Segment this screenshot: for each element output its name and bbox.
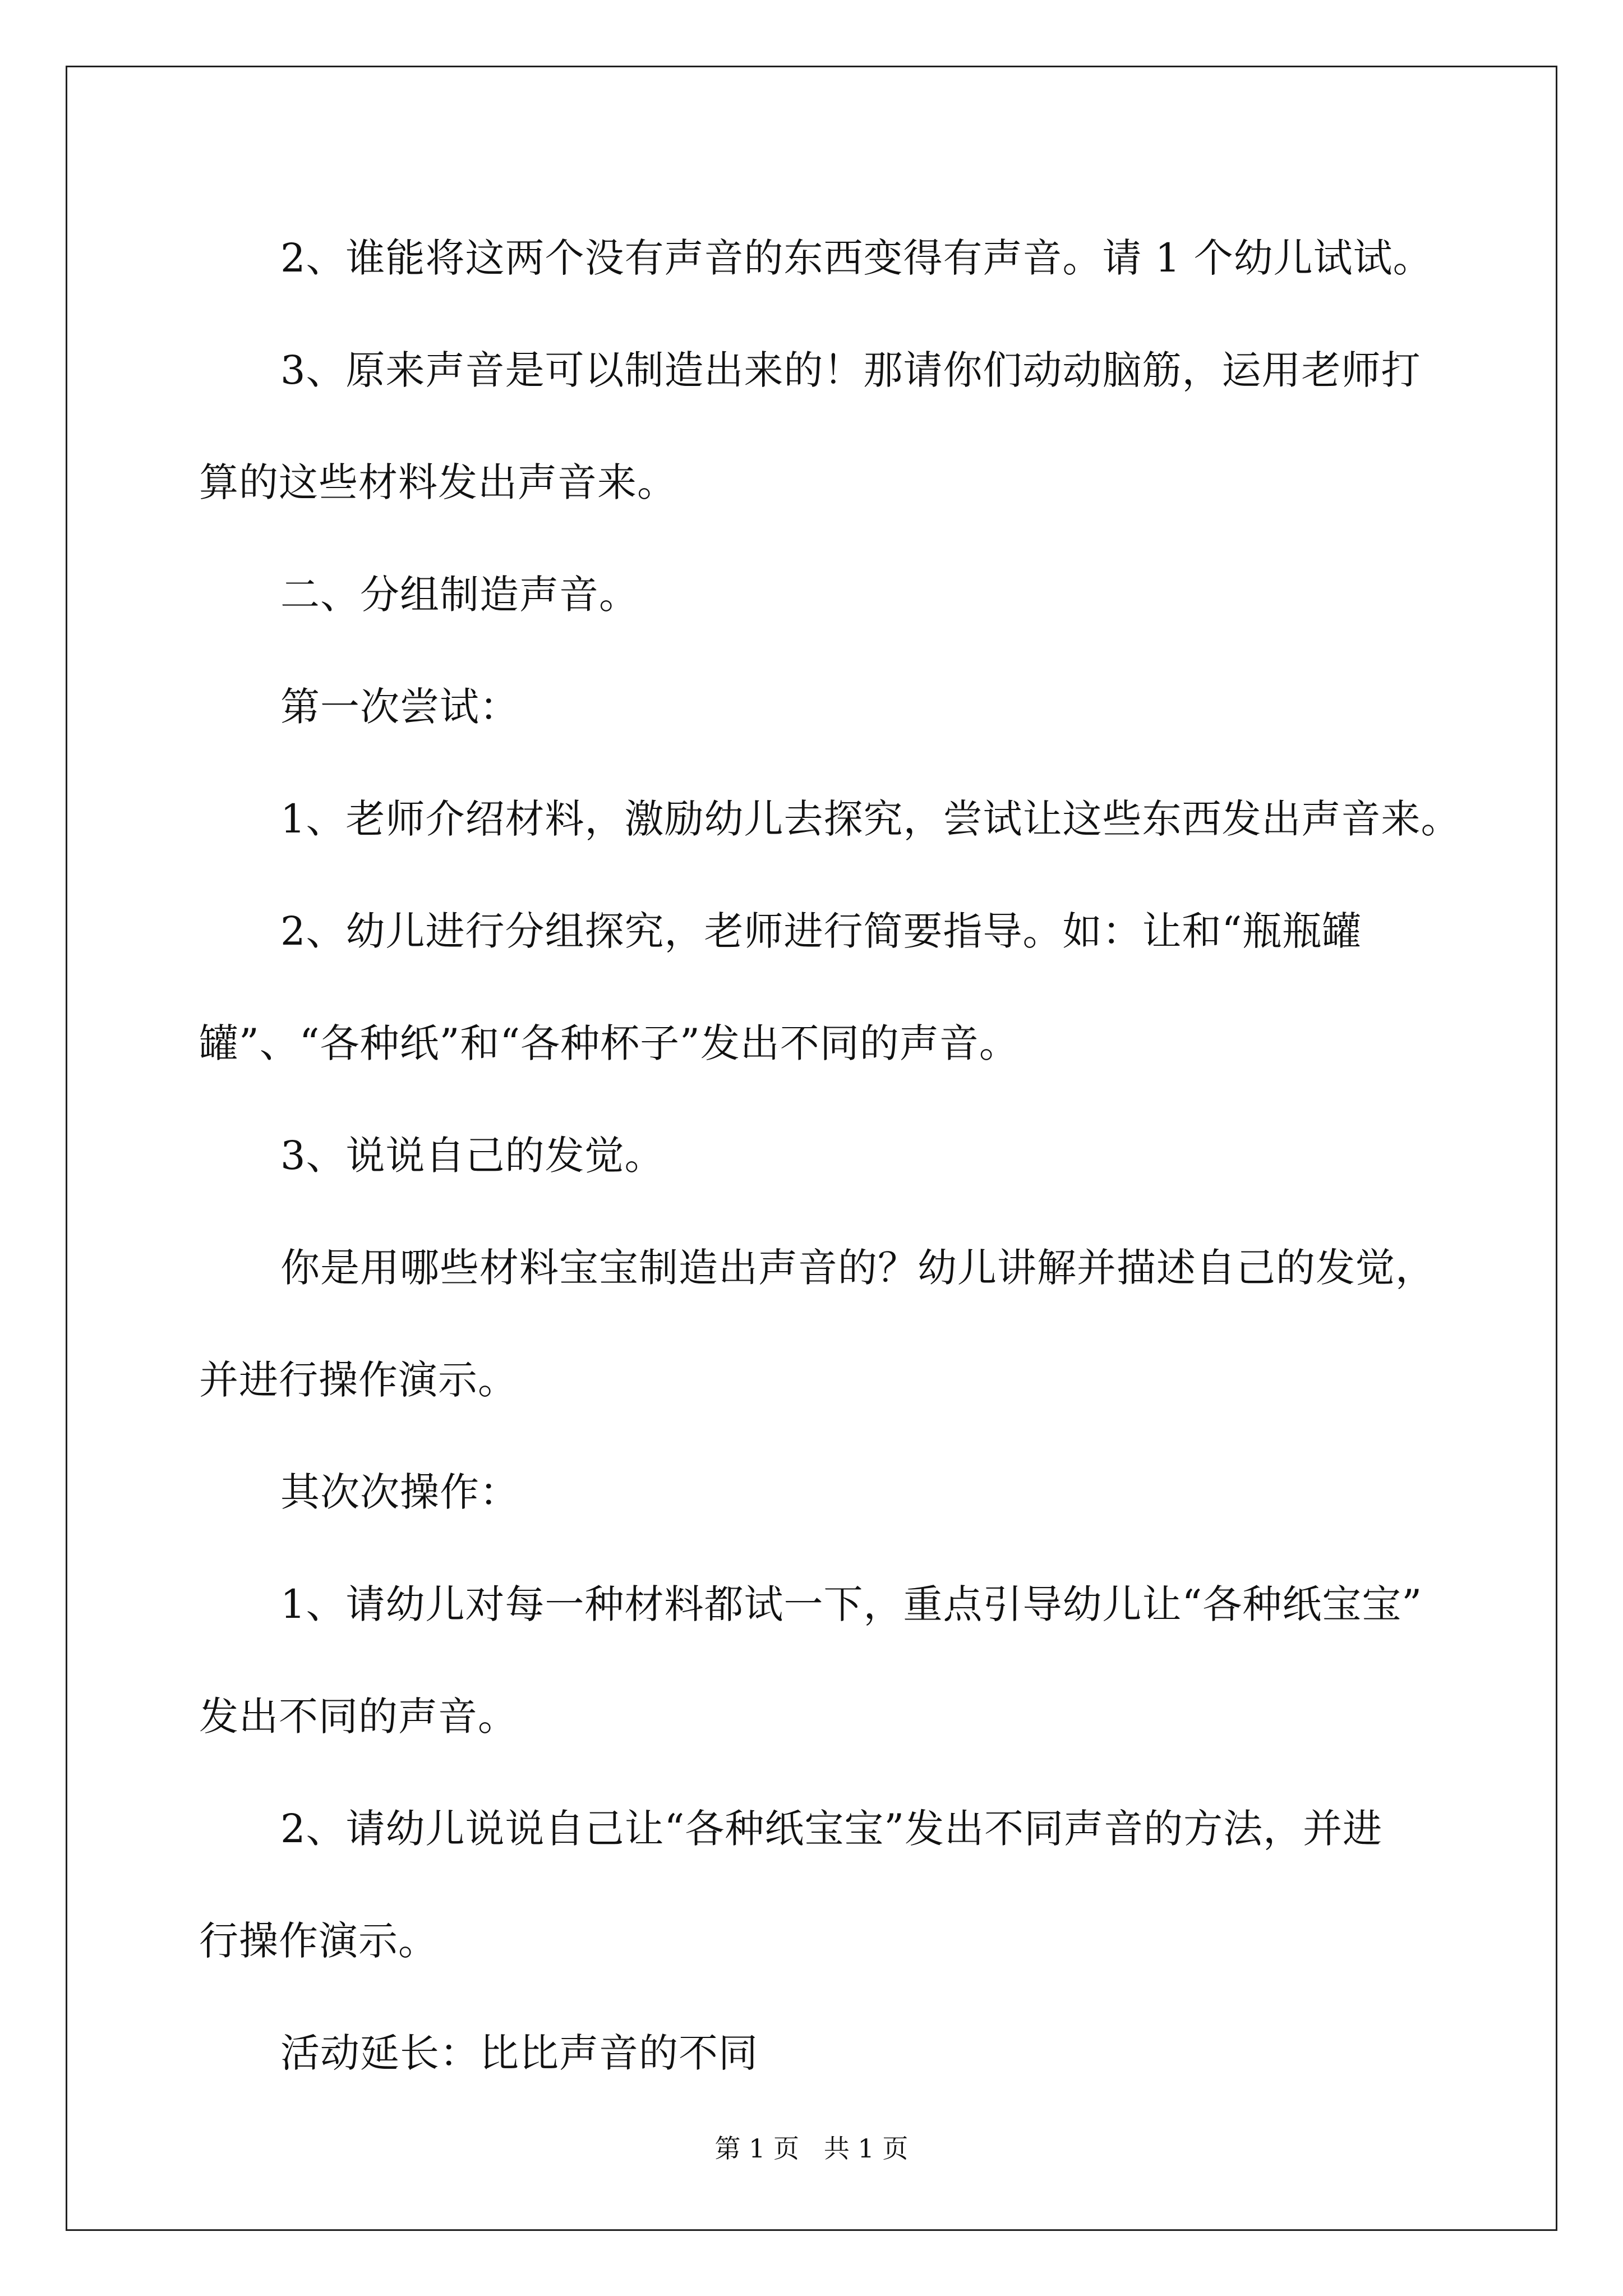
section-heading: 二、分组制造声音。 xyxy=(280,572,639,618)
text-line: 算的这些材料发出声音来。 xyxy=(199,459,677,505)
text-line: 1、请幼儿对每一种材料都试一下，重点引导幼儿让“各种纸宝宝” xyxy=(280,1581,1423,1627)
document-body xyxy=(199,202,1461,2109)
text-line: 1、老师介绍材料，激励幼儿去探究，尝试让这些东西发出声音来。 xyxy=(280,796,1461,842)
text-line: 罐”、“各种纸”和“各种杯子”发出不同的声音。 xyxy=(199,1020,1019,1066)
subheading: 其次次操作： xyxy=(280,1469,519,1515)
text-line: 2、请幼儿说说自己让“各种纸宝宝”发出不同声音的方法，并进 xyxy=(280,1806,1383,1852)
text-line: 3、原来声音是可以制造出来的！那请你们动动脑筋，运用老师打 xyxy=(280,347,1421,393)
text-line: 3、说说自己的发觉。 xyxy=(280,1133,665,1179)
text-line: 你是用哪些材料宝宝制造出声音的？幼儿讲解并描述自己的发觉， xyxy=(280,1245,1435,1291)
page-number-footer: 第 1 页 共 1 页 xyxy=(714,2133,909,2164)
text-line: 2、幼儿进行分组探究，老师进行简要指导。如：让和“瓶瓶罐 xyxy=(280,908,1362,954)
text-line: 发出不同的声音。 xyxy=(199,1694,518,1740)
subheading: 第一次尝试： xyxy=(280,684,519,730)
text-line: 2、谁能将这两个没有声音的东西变得有声音。请 1 个幼儿试试。 xyxy=(280,235,1433,281)
text-line: 行操作演示。 xyxy=(199,1918,438,1964)
text-line: 活动延长：比比声音的不同 xyxy=(280,2030,758,2076)
text-line: 并进行操作演示。 xyxy=(199,1357,518,1403)
